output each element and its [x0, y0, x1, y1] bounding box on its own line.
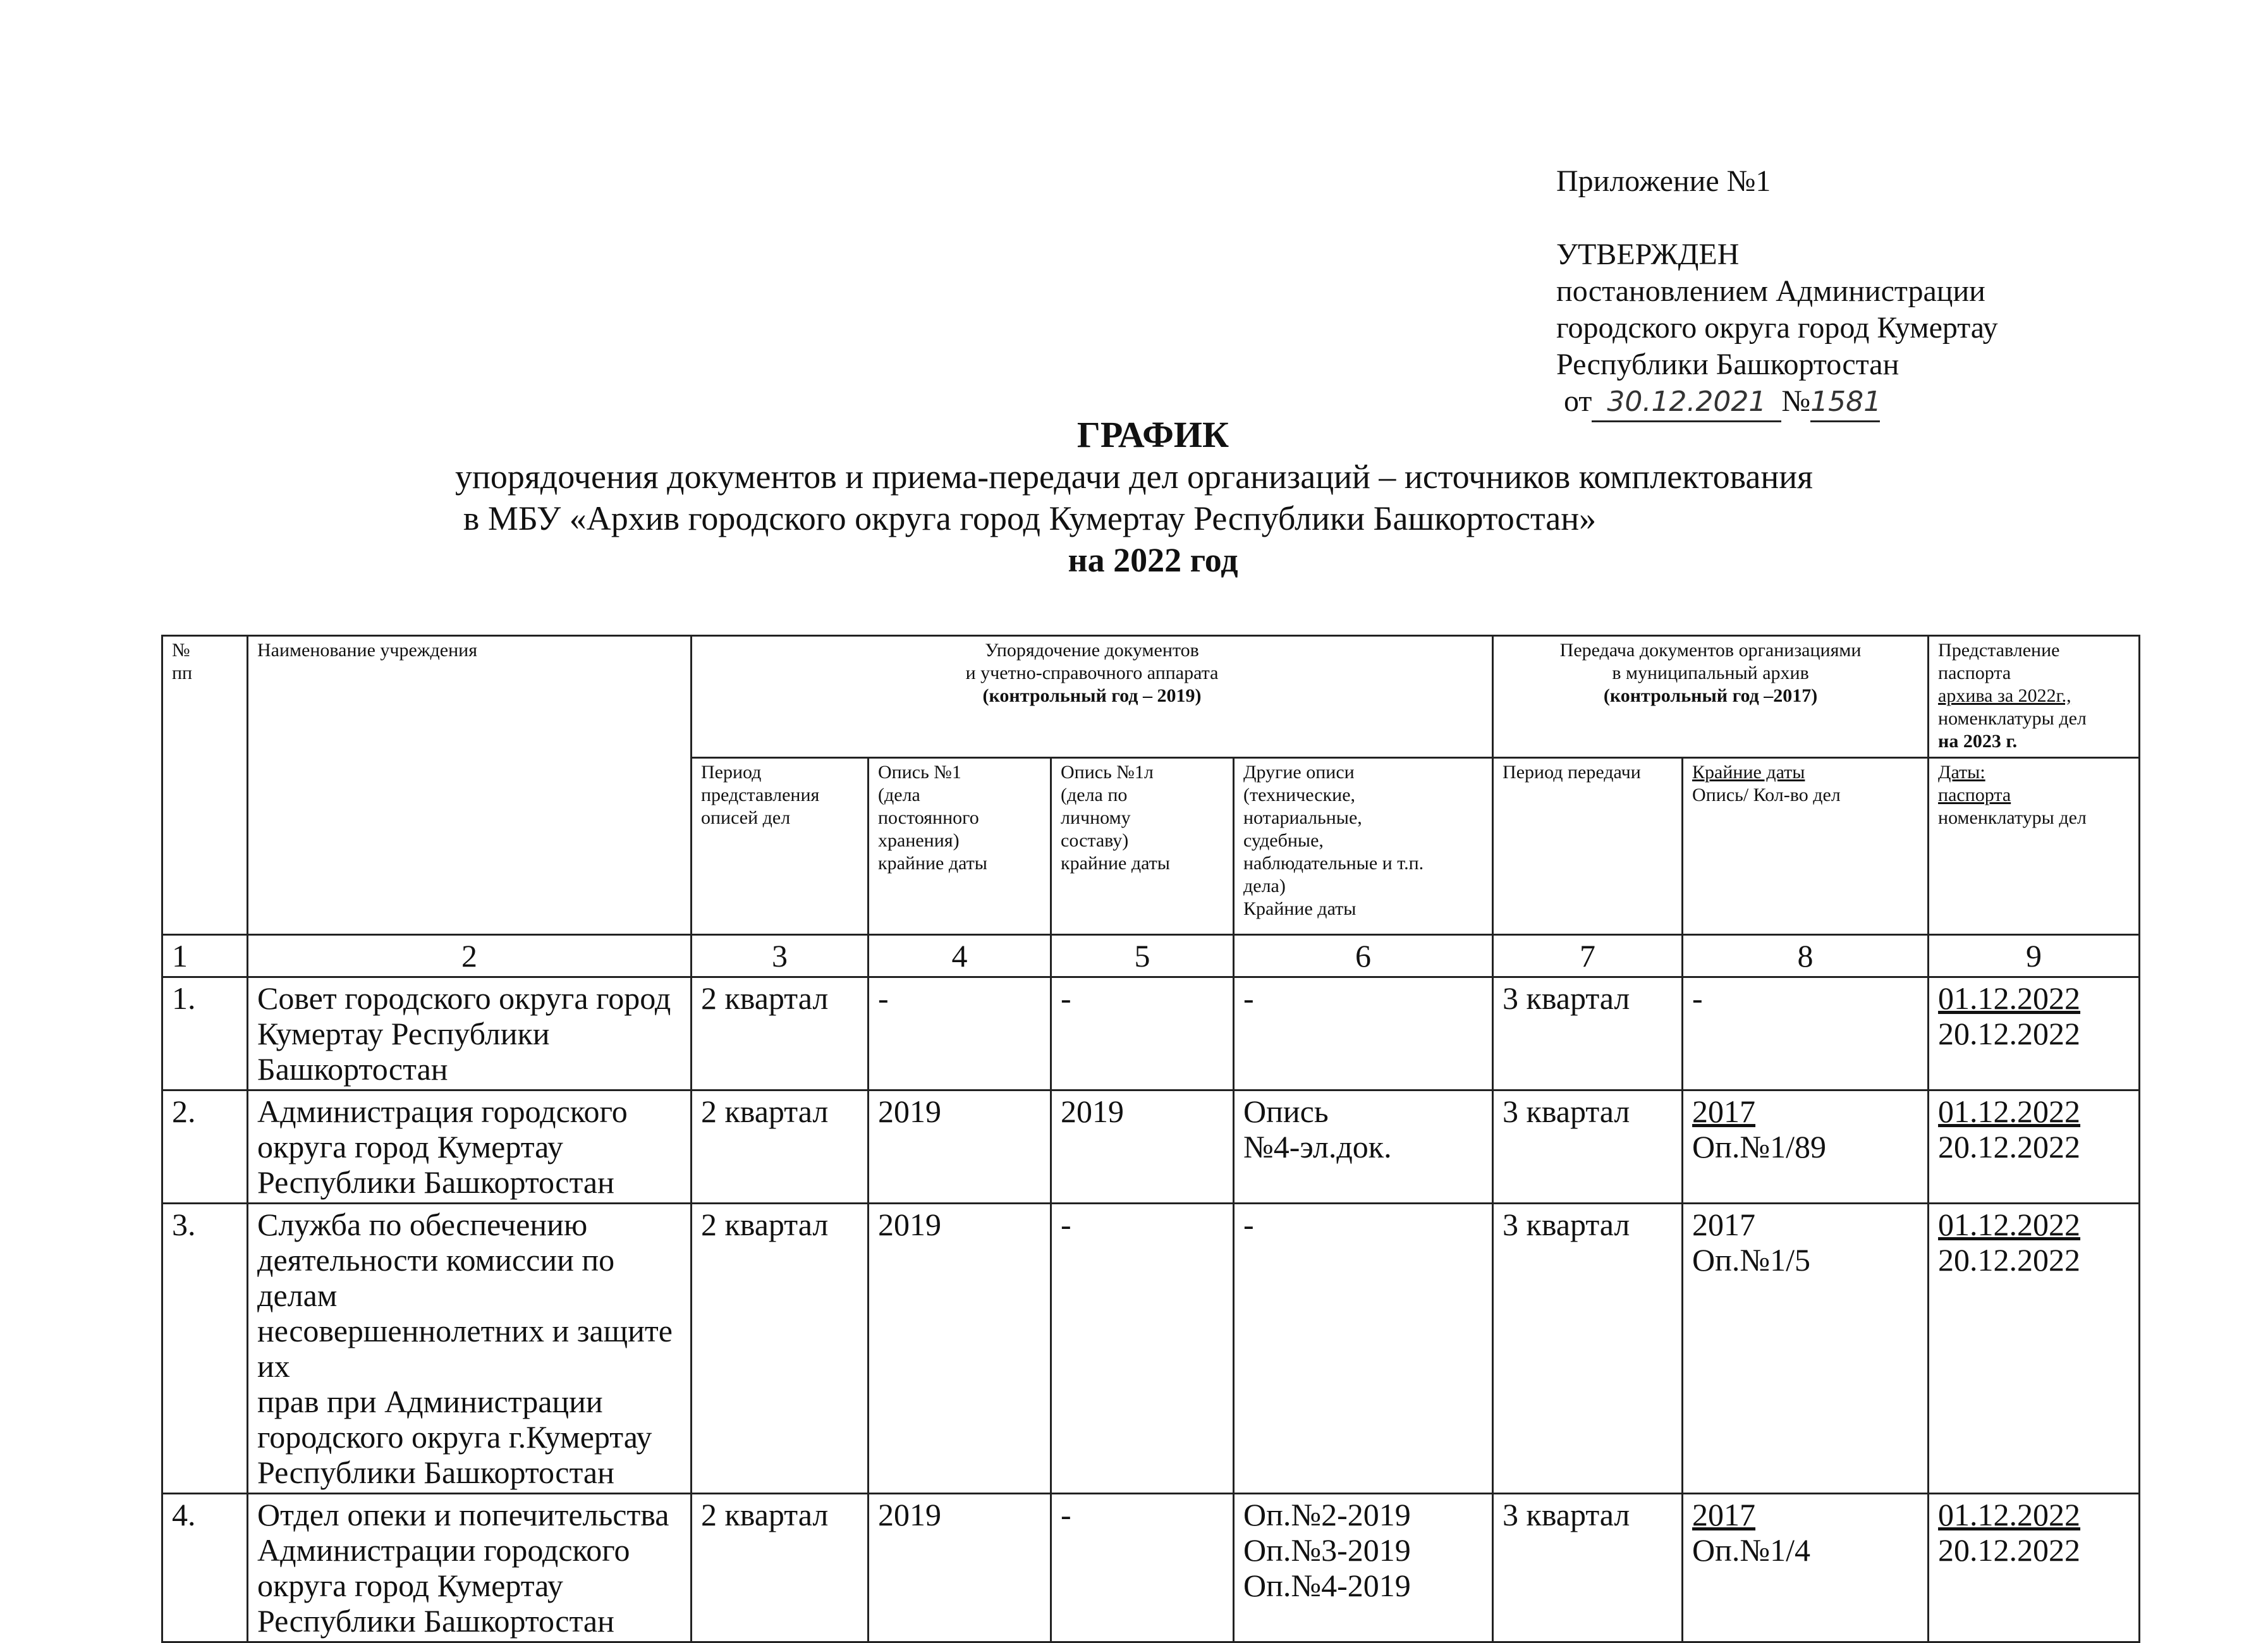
header-text: представления — [701, 785, 820, 805]
header-text: Период — [701, 762, 762, 783]
row-name-line: деятельности комиссии по делам — [257, 1242, 615, 1313]
row-other — [1234, 1494, 1493, 1642]
header-text: Период передачи — [1503, 762, 1641, 783]
header-num — [162, 636, 248, 935]
header-text: (дела — [878, 785, 920, 805]
from-label: от — [1564, 384, 1592, 418]
approval-line: городского округа город Кумертау — [1556, 311, 1998, 345]
header-sub-4 — [869, 758, 1051, 935]
column-number: 4 — [869, 935, 1051, 977]
row-op1: 2019 — [869, 1090, 1051, 1204]
column-number: 2 — [248, 935, 692, 977]
row-dates-line: 2017 — [1692, 1497, 1756, 1532]
header-text: номенклатуры дел — [1938, 807, 2087, 828]
handwritten-date: 30.12.2021 — [1592, 384, 1781, 422]
row-num: 4. — [162, 1494, 248, 1642]
header-text: (дела по — [1061, 785, 1128, 805]
header-text: (контрольный год – 2019) — [982, 685, 1202, 706]
header-text: номенклатуры дел — [1938, 708, 2087, 729]
row-name-line: округа город Кумертау — [257, 1568, 563, 1603]
header-text: на 2023 г. — [1938, 731, 2018, 752]
schedule-table — [161, 635, 2140, 1643]
row-dates-line: Оп.№1/4 — [1692, 1532, 1811, 1568]
row-passport-date: 01.12.2022 — [1938, 1094, 2081, 1129]
row-name — [248, 977, 692, 1090]
row-other — [1234, 1204, 1493, 1494]
row-num: 1. — [162, 977, 248, 1090]
row-passport-date: 01.12.2022 — [1938, 980, 2081, 1016]
row-transfer: 3 квартал — [1493, 977, 1683, 1090]
header-text: Крайние даты — [1692, 762, 1805, 783]
header-text: дела) — [1243, 876, 1286, 896]
row-passport-date: 20.12.2022 — [1938, 1016, 2081, 1051]
document-title — [0, 414, 2268, 581]
row-name-line: Совет городского округа город — [257, 980, 671, 1016]
table-row — [162, 1090, 2140, 1204]
approval-line: Республики Башкортостан — [1556, 348, 1899, 381]
row-other-line: Оп.№3-2019 — [1243, 1532, 1411, 1568]
header-text: судебные, — [1243, 830, 1324, 851]
header-row-groups — [162, 636, 2140, 758]
column-number: 5 — [1051, 935, 1234, 977]
row-name-line: Республики Башкортостан — [257, 1164, 614, 1200]
column-number: 7 — [1493, 935, 1683, 977]
header-text: составу) — [1061, 830, 1129, 851]
row-passport-date: 20.12.2022 — [1938, 1532, 2081, 1568]
row-op1: - — [869, 977, 1051, 1090]
header-sub-7 — [1493, 758, 1683, 935]
row-passport — [1929, 1090, 2140, 1204]
row-name-line: Отдел опеки и попечительства — [257, 1497, 669, 1532]
approved-label: УТВЕРЖДЕН — [1556, 238, 1740, 271]
row-passport-date: 01.12.2022 — [1938, 1497, 2081, 1532]
title-line-2: в МБУ «Архив городского округа город Кумертау Республики Башкортостан» — [463, 499, 1597, 537]
row-name-line: Кумертау Республики — [257, 1016, 550, 1051]
row-period: 2 квартал — [692, 977, 869, 1090]
header-text: Опись №1 — [878, 762, 961, 783]
row-dates-line: Оп.№1/5 — [1692, 1242, 1811, 1278]
header-text: Передача документов организациями — [1559, 640, 1862, 661]
header-text: Опись/ Кол-во дел — [1692, 785, 1841, 805]
row-num: 2. — [162, 1090, 248, 1204]
header-text: Упорядочение документов — [985, 640, 1199, 661]
header-text: крайние даты — [1061, 853, 1170, 874]
header-sub-8 — [1683, 758, 1929, 935]
header-text: (контрольный год –2017) — [1603, 685, 1818, 706]
header-group-ordering — [692, 636, 1493, 758]
row-name — [248, 1204, 692, 1494]
row-name — [248, 1494, 692, 1642]
row-other — [1234, 977, 1493, 1090]
header-sub-9 — [1929, 758, 2140, 935]
approval-line: постановлением Администрации — [1556, 274, 1985, 308]
header-text: в муниципальный архив — [1612, 663, 1809, 683]
row-name-line: Администрация городского — [257, 1094, 628, 1129]
annex-label: Приложение №1 — [1556, 164, 1771, 198]
header-group-transfer — [1493, 636, 1929, 758]
header-text: описей дел — [701, 807, 791, 828]
header-text: наблюдательные и т.п. — [1243, 853, 1424, 874]
row-dates — [1683, 1204, 1929, 1494]
column-number: 3 — [692, 935, 869, 977]
row-dates-line: 2017 — [1692, 1207, 1756, 1242]
column-number: 9 — [1929, 935, 2140, 977]
header-text: Крайние даты — [1243, 898, 1357, 919]
header-text: Даты: — [1938, 762, 1985, 783]
header-text: пп — [172, 663, 193, 683]
column-number: 6 — [1234, 935, 1493, 977]
table-row — [162, 1494, 2140, 1642]
row-other-line: - — [1243, 1207, 1254, 1242]
header-text: Наименование учреждения — [257, 640, 478, 661]
row-other-line: №4-эл.док. — [1243, 1129, 1392, 1164]
header-text: (технические, — [1243, 785, 1356, 805]
row-other-line: Оп.№2-2019 — [1243, 1497, 1411, 1532]
header-text: нотариальные, — [1243, 807, 1362, 828]
title-line-1: упорядочения документов и приема-передачи дел организаций – источников комплектования — [455, 458, 1813, 496]
row-name-line: Башкортостан — [257, 1051, 448, 1087]
header-text: постоянного — [878, 807, 979, 828]
row-op1l: - — [1051, 1204, 1234, 1494]
header-name — [248, 636, 692, 935]
row-name-line: прав при Администрации — [257, 1384, 603, 1419]
row-dates — [1683, 977, 1929, 1090]
row-op1l: - — [1051, 1494, 1234, 1642]
approval-block — [1556, 163, 1998, 422]
row-name — [248, 1090, 692, 1204]
row-name-line: Служба по обеспечению — [257, 1207, 588, 1242]
row-name-line: несовершеннолетних и защите их — [257, 1313, 673, 1384]
row-other-line: Опись — [1243, 1094, 1329, 1129]
header-text: и учетно-справочного аппарата — [965, 663, 1219, 683]
row-transfer: 3 квартал — [1493, 1090, 1683, 1204]
row-name-line: Администрации городского — [257, 1532, 630, 1568]
header-text: крайние даты — [878, 853, 987, 874]
header-group-passport — [1929, 636, 2140, 758]
row-passport — [1929, 977, 2140, 1090]
row-passport-date: 20.12.2022 — [1938, 1242, 2081, 1278]
header-text: Представление — [1938, 640, 2060, 661]
header-text: Опись №1л — [1061, 762, 1154, 783]
header-text: личному — [1061, 807, 1131, 828]
title-heading: ГРАФИК — [1076, 414, 1229, 455]
row-dates-line: 2017 — [1692, 1094, 1756, 1129]
row-name-line: Республики Башкортостан — [257, 1455, 614, 1490]
row-period: 2 квартал — [692, 1494, 869, 1642]
table-row — [162, 1204, 2140, 1494]
row-other — [1234, 1090, 1493, 1204]
column-number: 8 — [1683, 935, 1929, 977]
row-name-line: городского округа г.Кумертау — [257, 1419, 652, 1455]
header-sub-6 — [1234, 758, 1493, 935]
row-name-line: Республики Башкортостан — [257, 1603, 614, 1639]
row-transfer: 3 квартал — [1493, 1494, 1683, 1642]
row-dates-line: - — [1692, 980, 1703, 1016]
row-dates — [1683, 1090, 1929, 1204]
row-dates-line: Оп.№1/89 — [1692, 1129, 1827, 1164]
table-row — [162, 977, 2140, 1090]
row-op1l: - — [1051, 977, 1234, 1090]
row-op1: 2019 — [869, 1204, 1051, 1494]
row-op1l: 2019 — [1051, 1090, 1234, 1204]
row-passport-date: 01.12.2022 — [1938, 1207, 2081, 1242]
handwritten-number: 1581 — [1810, 384, 1880, 422]
number-label: № — [1781, 384, 1811, 418]
row-num: 3. — [162, 1204, 248, 1494]
row-period: 2 квартал — [692, 1204, 869, 1494]
header-sub-3 — [692, 758, 869, 935]
header-text: паспорта — [1938, 785, 2011, 805]
header-text: № — [172, 640, 190, 661]
header-sub-5 — [1051, 758, 1234, 935]
row-transfer: 3 квартал — [1493, 1204, 1683, 1494]
row-name-line: округа город Кумертау — [257, 1129, 563, 1164]
row-passport — [1929, 1204, 2140, 1494]
row-passport — [1929, 1494, 2140, 1642]
header-text: Другие описи — [1243, 762, 1355, 783]
row-other-line: - — [1243, 980, 1254, 1016]
title-line-3: на 2022 год — [1068, 541, 1238, 579]
column-number-row — [162, 935, 2140, 977]
header-text: паспорта — [1938, 663, 2011, 683]
row-other-line: Оп.№4-2019 — [1243, 1568, 1411, 1603]
header-text: архива за 2022г., — [1938, 685, 2071, 706]
row-dates — [1683, 1494, 1929, 1642]
header-text: хранения) — [878, 830, 960, 851]
column-number: 1 — [162, 935, 248, 977]
row-op1: 2019 — [869, 1494, 1051, 1642]
row-period: 2 квартал — [692, 1090, 869, 1204]
row-passport-date: 20.12.2022 — [1938, 1129, 2081, 1164]
